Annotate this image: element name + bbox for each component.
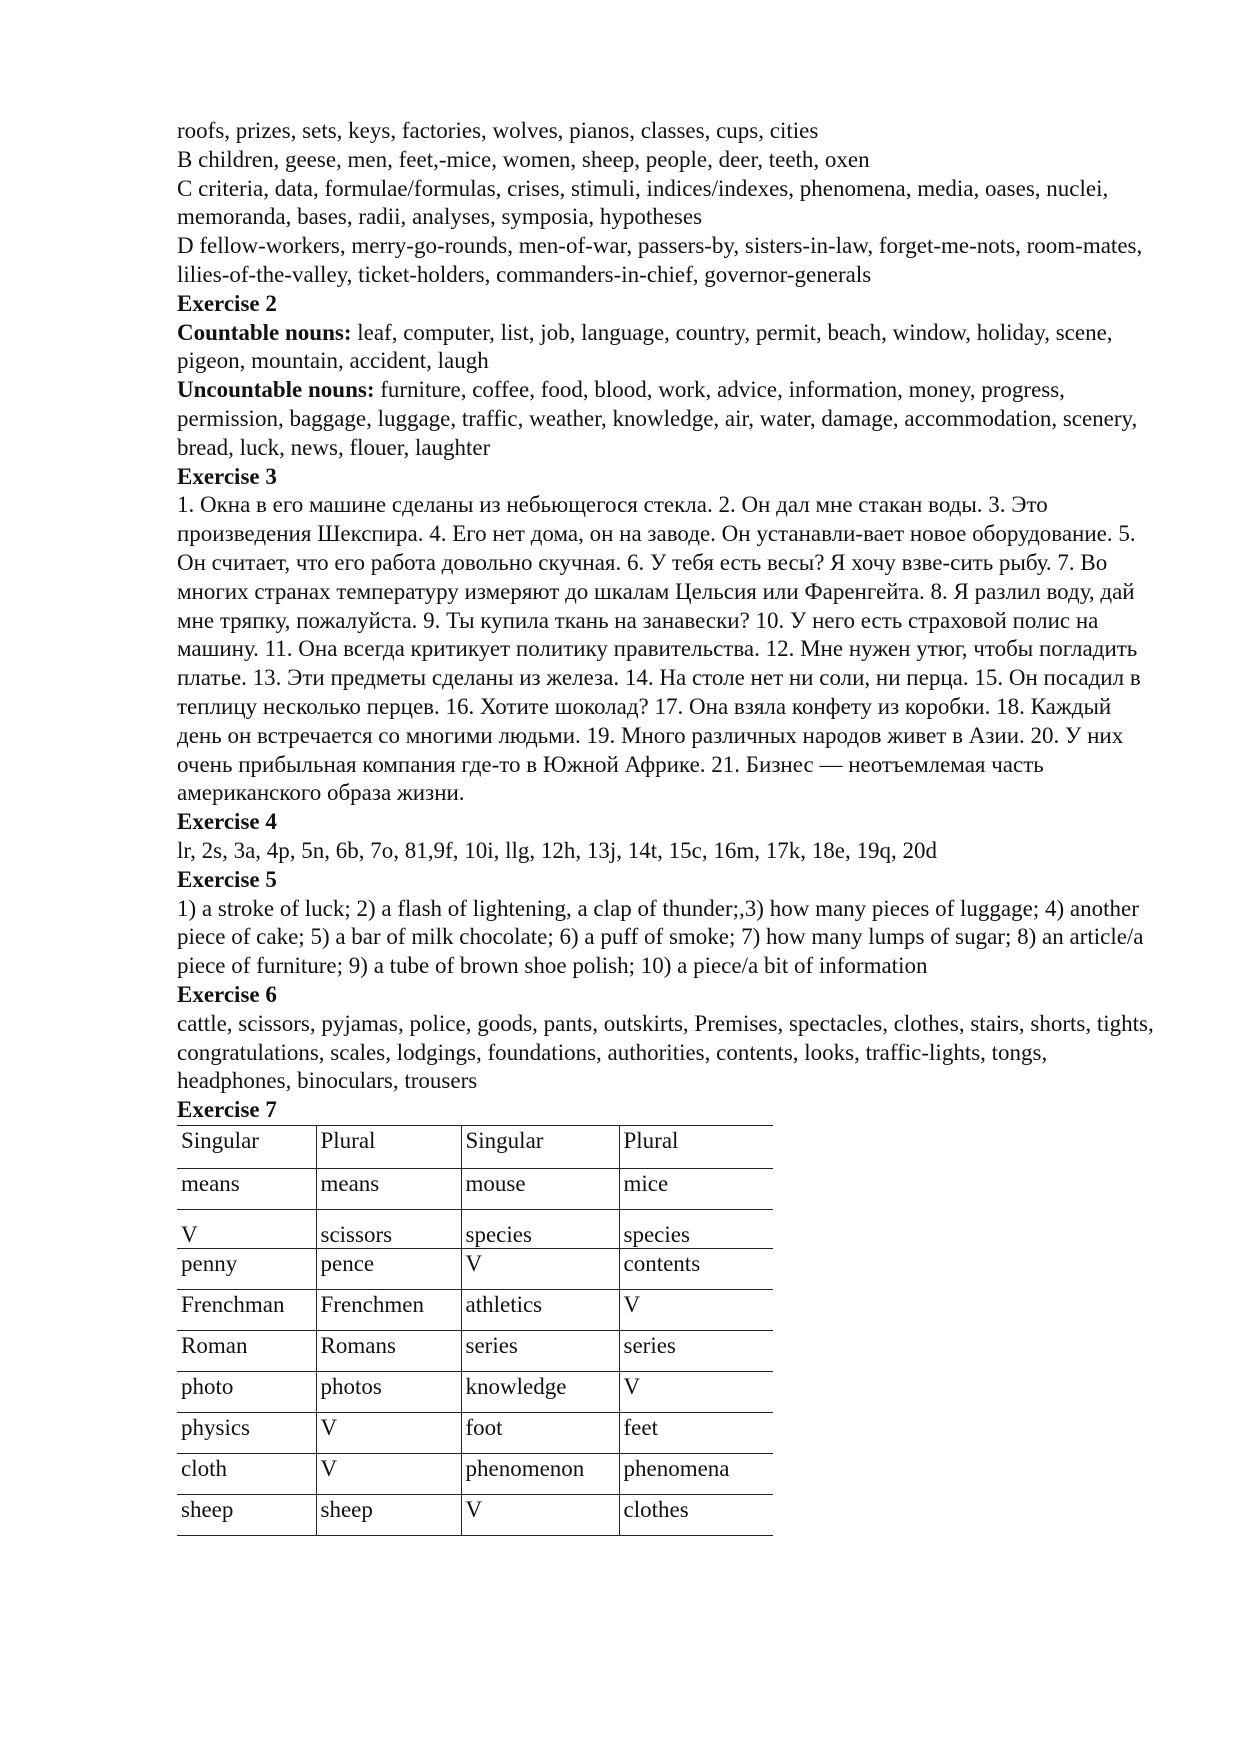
exercise-4-heading: Exercise 4: [177, 809, 277, 835]
table-cell: Singular: [461, 1125, 619, 1168]
document-body: [177, 117, 1157, 1536]
table-cell: Singular: [177, 1125, 316, 1168]
table-row: [177, 1412, 773, 1453]
table-cell: sheep: [177, 1494, 316, 1535]
uncountable-nouns-label: Uncountable nouns:: [177, 377, 375, 403]
table-cell: V: [316, 1453, 461, 1494]
exercise-7-table: [177, 1125, 773, 1536]
table-cell: Frenchmen: [316, 1289, 461, 1330]
table-row: [177, 1289, 773, 1330]
exercise-6-heading: Exercise 6: [177, 981, 277, 1007]
countable-nouns-paragraph: [177, 319, 1157, 377]
exercise-4-text: lr, 2s, 3a, 4p, 5n, 6b, 7o, 81,9f, 10i, llg, 12h, 13j, 14t, 15c, 16m, 17k, 18e, 19q, 20d: [177, 837, 937, 863]
countable-nouns-list: leaf, computer, list, job, language, country, permit, beach, window, holiday, scene, pigeon, mountain, accident, laugh: [177, 319, 1113, 374]
table-cell: V: [619, 1371, 773, 1412]
ex1-line-c: C criteria, data, formulae/formulas, crises, stimuli, indices/indexes, phenomena, media, oases, nuclei, memoranda, bases, radii, analyses, symposia, hypotheses: [177, 175, 1109, 230]
exercise-3-text: 1. Окна в его машине сделаны из небьющегося стекла. 2. Он дал мне стакан воды. 3. Это произведения Шекспира. 4. Его нет дома, он на заводе. Он устанавли-вает новое оборудование. 5. Он считает, что его работа довольно скучная. 6. У тебя есть весы? Я хочу взве-сить рыбу. 7. Во многих странах температуру измеряют до шкалам Цельсия или Фаренгейта. 8. Я разлил воду, дай мне тряпку, пожалуйста. 9. Ты купила ткань на занавески? 10. У него есть страховой полис на машину. 11. Она всегда критикует политику правительства. 12. Мне нужен утюг, чтобы погладить платье. 13. Эти предметы сделаны из железа. 14. На столе нет ни соли, ни перца. 15. Он посадил в теплицу несколько перцев. 16. Хотите шоколад? 17. Она взяла конфету из коробки. 18. Каждый день он встречается со многими людьми. 19. Много различных народов живет в Азии. 20. У них очень прибыльная компания где-то в Южной Африке. 21. Бизнес — неотъемлемая часть американского образа жизни.: [177, 492, 1141, 806]
table-cell: sheep: [316, 1494, 461, 1535]
table-cell: Roman: [177, 1330, 316, 1371]
exercise-5-heading: Exercise 5: [177, 866, 277, 892]
table-row: [177, 1248, 773, 1289]
exercise-7-heading: Exercise 7: [177, 1097, 277, 1123]
table-cell: Plural: [316, 1125, 461, 1168]
table-cell: V: [461, 1494, 619, 1535]
ex1-line-d: D fellow-workers, merry-go-rounds, men-of-war, passers-by, sisters-in-law, forget-me-nots, room-mates, lilies-of-the-valley, ticket-holders, commanders-in-chief, governor-generals: [177, 233, 1143, 287]
table-cell: means: [177, 1168, 316, 1209]
table-row: [177, 1209, 773, 1248]
uncountable-nouns-paragraph: [177, 376, 1157, 462]
table-cell: photos: [316, 1371, 461, 1412]
table-row: [177, 1168, 773, 1209]
table-cell: physics: [177, 1412, 316, 1453]
table-cell: pence: [316, 1248, 461, 1289]
table-cell: species: [461, 1209, 619, 1248]
exercise-6-text: cattle, scissors, pyjamas, police, goods, pants, outskirts, Premises, spectacles, clothes, stairs, shorts, tights, congratulations, scales, lodgings, foundations, authorities, contents, looks, traffic-lights, tongs, headphones, binoculars, trousers: [177, 1010, 1154, 1094]
ex1-line-b: B children, geese, men, feet,-mice, women, sheep, people, deer, teeth, oxen: [177, 146, 870, 172]
table-cell: series: [461, 1330, 619, 1371]
table-cell: Frenchman: [177, 1289, 316, 1330]
table-cell: V: [619, 1289, 773, 1330]
table-cell: contents: [619, 1248, 773, 1289]
table-cell: knowledge: [461, 1371, 619, 1412]
table-cell: Plural: [619, 1125, 773, 1168]
table-cell: clothes: [619, 1494, 773, 1535]
table-cell: penny: [177, 1248, 316, 1289]
exercise-2-heading: Exercise 2: [177, 290, 277, 316]
table-cell: athletics: [461, 1289, 619, 1330]
table-cell: foot: [461, 1412, 619, 1453]
table-cell: phenomena: [619, 1453, 773, 1494]
table-cell: cloth: [177, 1453, 316, 1494]
table-cell: means: [316, 1168, 461, 1209]
table-row: [177, 1330, 773, 1371]
table-cell: mouse: [461, 1168, 619, 1209]
table-cell: Romans: [316, 1330, 461, 1371]
table-cell: feet: [619, 1412, 773, 1453]
table-cell: phenomenon: [461, 1453, 619, 1494]
table-header-row: [177, 1125, 773, 1168]
exercise-3-heading: Exercise 3: [177, 463, 277, 489]
table-cell: V: [177, 1209, 316, 1248]
table-cell: photo: [177, 1371, 316, 1412]
countable-nouns-label: Countable nouns:: [177, 319, 352, 345]
uncountable-nouns-list: furniture, coffee, food, blood, work, advice, information, money, progress, permission, baggage, luggage, traffic, weather, knowledge, air, water, damage, accommodation, scenery, bread, luck, news, flouer, laughter: [177, 377, 1138, 460]
exercise-5-text: 1) a stroke of luck; 2) a flash of lightening, a clap of thunder;,3) how many pieces of luggage; 4) another piece of cake; 5) a bar of milk chocolate; 6) a puff of smoke; 7) how many lumps of sugar; 8) an article/a piece of furniture; 9) a tube of brown shoe polish; 10) a piece/a bit of information: [177, 895, 1144, 979]
table-cell: series: [619, 1330, 773, 1371]
table-row: [177, 1453, 773, 1494]
table-cell: V: [461, 1248, 619, 1289]
table-row: [177, 1494, 773, 1535]
table-cell: V: [316, 1412, 461, 1453]
table-row: [177, 1371, 773, 1412]
table-cell: scissors: [316, 1209, 461, 1248]
ex1-line-a: roofs, prizes, sets, keys, factories, wolves, pianos, classes, cups, cities: [177, 118, 819, 143]
table-cell: species: [619, 1209, 773, 1248]
table-cell: mice: [619, 1168, 773, 1209]
